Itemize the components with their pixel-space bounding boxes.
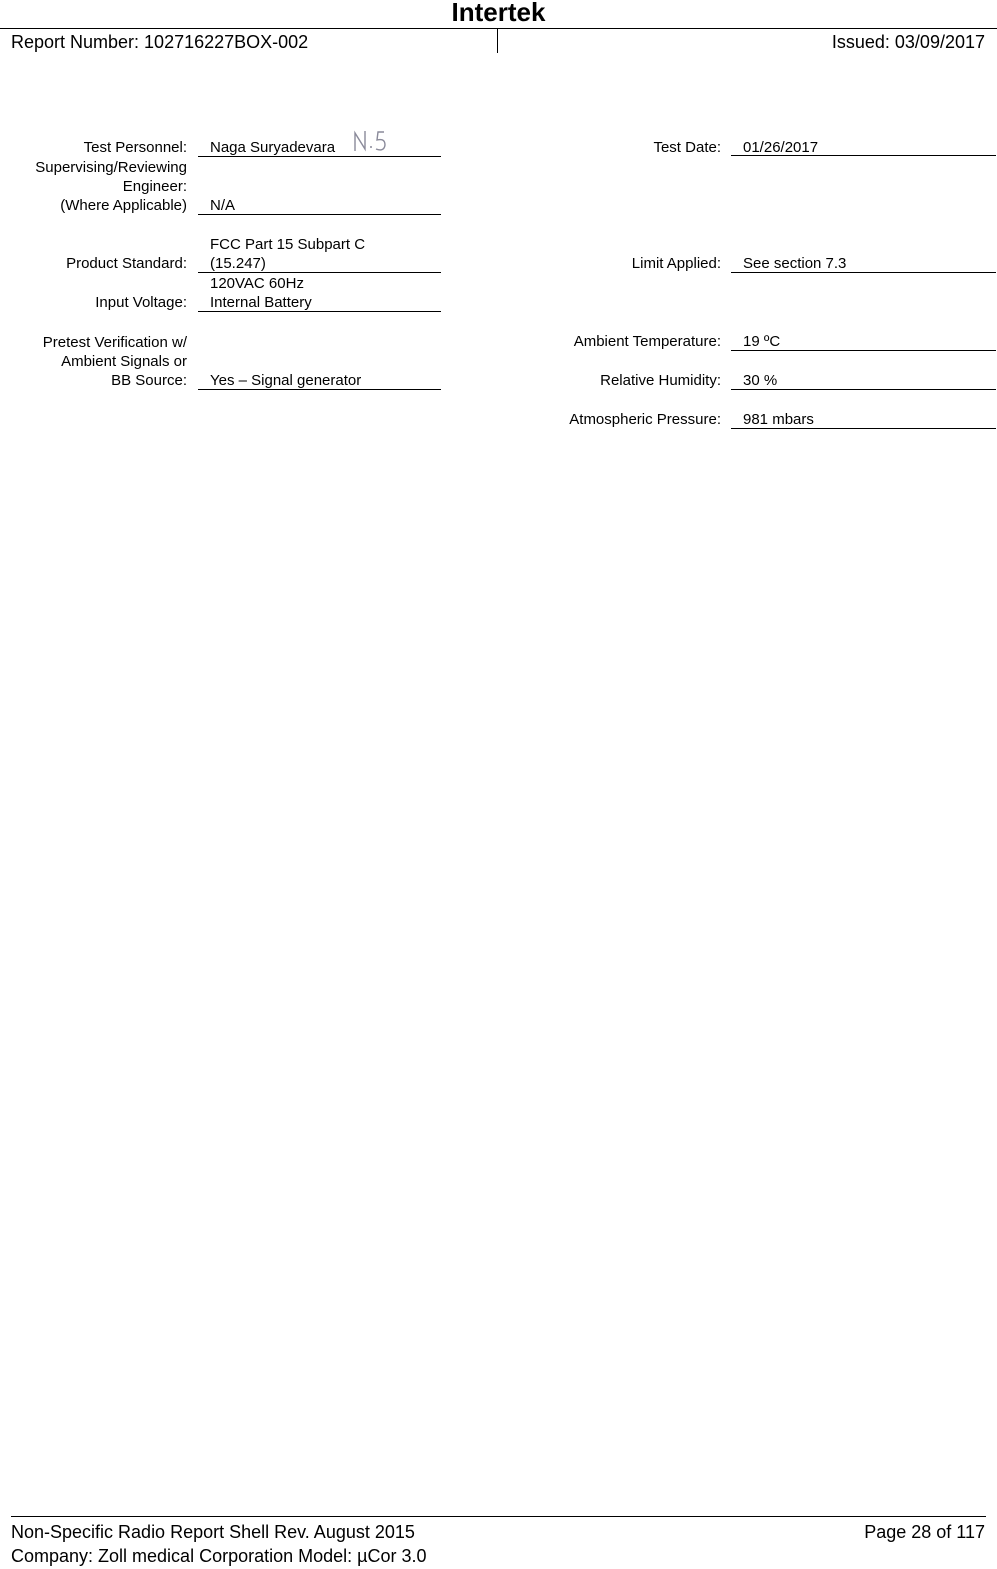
relative-humidity-line — [731, 389, 996, 390]
product-standard-value-line1: FCC Part 15 Subpart C — [210, 236, 366, 253]
supervising-label-line2: Engineer: — [122, 178, 187, 195]
atmospheric-pressure-value: 981 mbars — [743, 411, 814, 428]
supervising-line — [198, 214, 441, 215]
ambient-temperature-value: 19 ºC — [743, 333, 781, 350]
footer-shell-revision: Non-Specific Radio Report Shell Rev. August 2015 — [11, 1522, 415, 1542]
limit-applied-value: See section 7.3 — [743, 255, 847, 272]
pretest-value: Yes – Signal generator — [210, 372, 362, 389]
pretest-label-line3: BB Source: — [111, 372, 187, 389]
product-standard-line — [198, 272, 441, 273]
pretest-label-line1: Pretest Verification w/ — [42, 334, 187, 351]
footer-rule — [11, 1516, 986, 1517]
input-voltage-label: Input Voltage: — [95, 294, 187, 311]
input-voltage-value-line1: 120VAC 60Hz — [210, 275, 304, 292]
input-voltage-value-line2: Internal Battery — [210, 294, 312, 311]
limit-applied-line — [731, 272, 996, 273]
report-number: Report Number: 102716227BOX-002 — [11, 32, 309, 52]
product-standard-value-line2: (15.247) — [210, 255, 266, 272]
pretest-label-line2: Ambient Signals or — [61, 353, 187, 370]
relative-humidity-value: 30 % — [743, 372, 778, 389]
input-voltage-line — [198, 311, 441, 312]
supervising-value: N/A — [210, 197, 236, 214]
test-personnel-label: Test Personnel: — [83, 139, 187, 156]
issued-date: Issued: 03/09/2017 — [831, 32, 985, 52]
relative-humidity-label: Relative Humidity: — [600, 372, 721, 389]
company-brand: Intertek — [451, 0, 546, 27]
limit-applied-label: Limit Applied: — [631, 255, 721, 272]
test-date-label: Test Date: — [653, 139, 721, 156]
test-personnel-value: Naga Suryadevara — [210, 139, 336, 156]
test-date-line — [731, 155, 996, 156]
pretest-line — [198, 389, 441, 390]
header-divider — [497, 29, 498, 53]
test-personnel-line — [198, 156, 441, 157]
product-standard-label: Product Standard: — [66, 255, 187, 272]
atmospheric-pressure-line — [731, 428, 996, 429]
ambient-temperature-line — [731, 350, 996, 351]
header-rule — [0, 28, 997, 29]
supervising-label-line1: Supervising/Reviewing — [35, 159, 187, 176]
ambient-temperature-label: Ambient Temperature: — [573, 333, 721, 350]
footer-page-number: Page 28 of 117 — [864, 1522, 985, 1542]
footer-company-model: Company: Zoll medical Corporation Model: µCor 3.0 — [11, 1546, 427, 1566]
atmospheric-pressure-label: Atmospheric Pressure: — [569, 411, 721, 428]
signature-mark — [352, 127, 392, 155]
supervising-label-line3: (Where Applicable) — [60, 197, 187, 214]
test-date-value: 01/26/2017 — [743, 139, 819, 156]
